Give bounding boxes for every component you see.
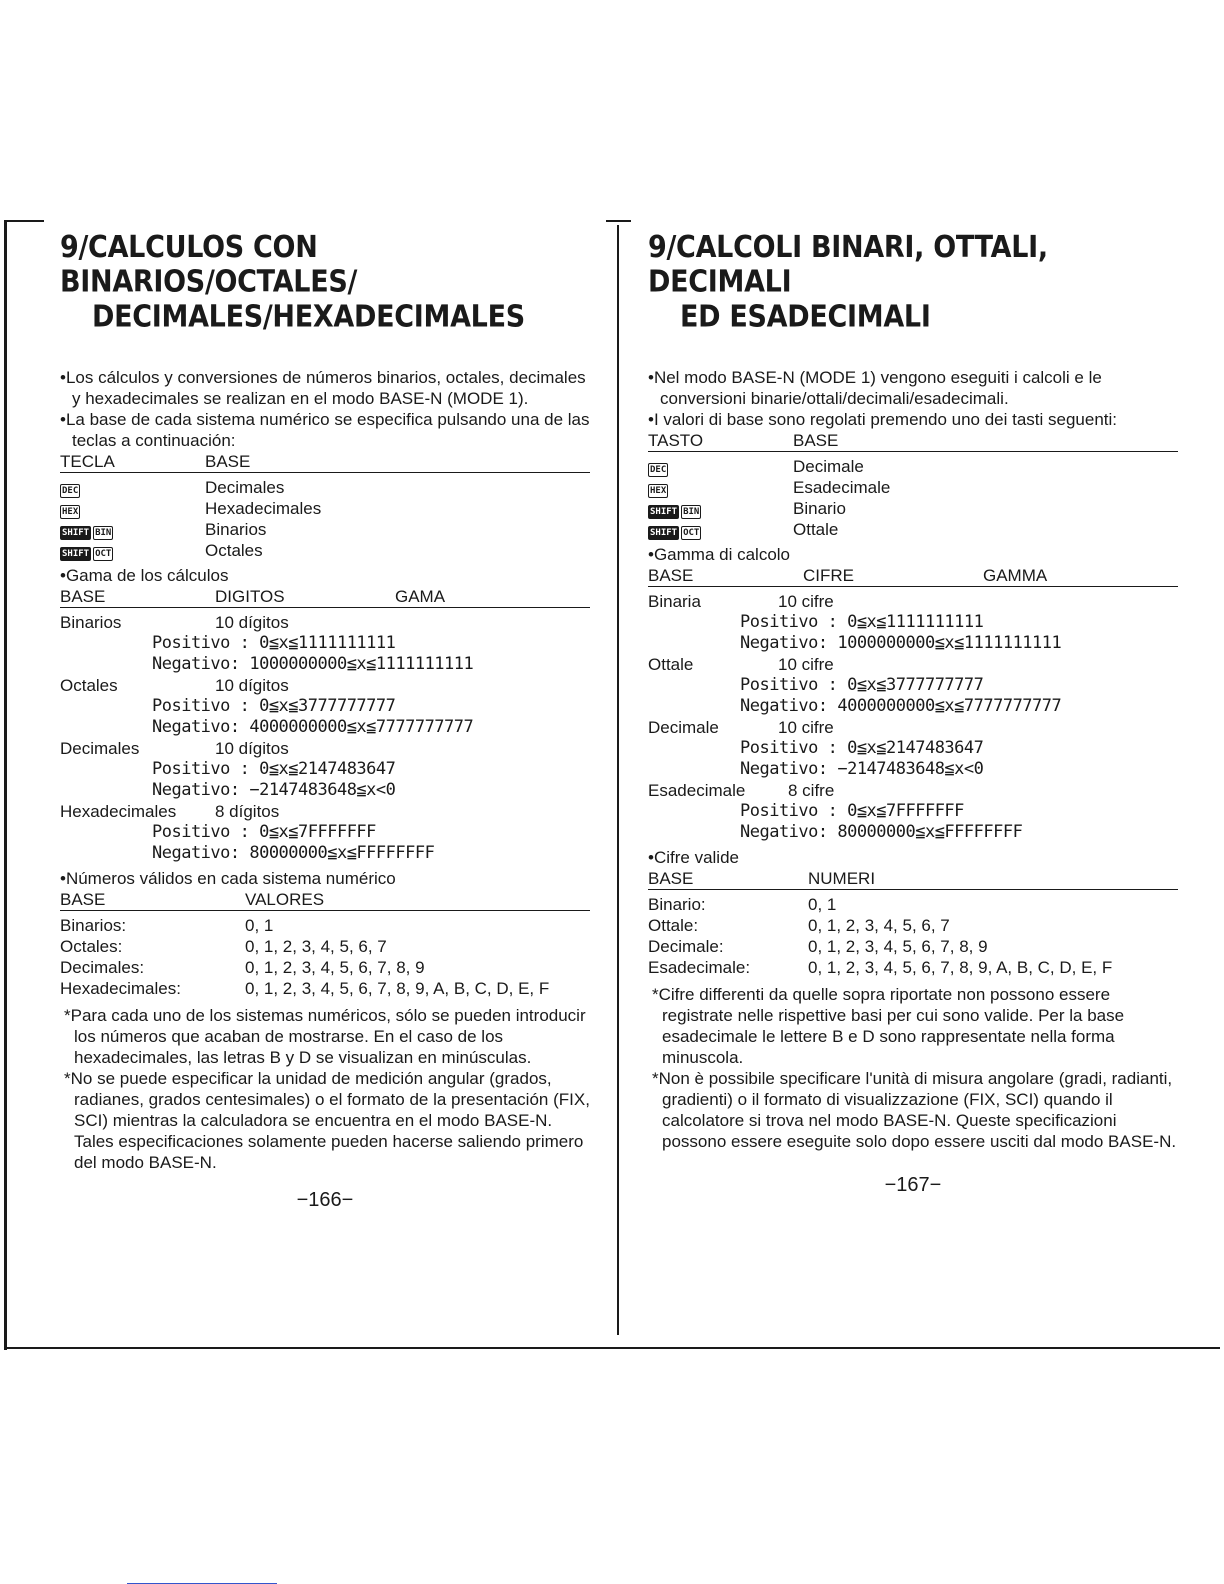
valid-table-header: BASE NUMERI bbox=[648, 868, 1178, 890]
valid-row: Esadecimale: 0, 1, 2, 3, 4, 5, 6, 7, 8, 9, A, B, C, D, E, F bbox=[648, 958, 1113, 977]
key-table-header: TECLA BASE bbox=[60, 451, 590, 473]
intro-bullet-1: •Los cálculos y conversiones de números binarios, octales, decimales y hexadecimales se realizan en el modo BASE-N (MODE 1). bbox=[60, 368, 586, 408]
range-row: Hexadecimales 8 dígitos Positivo : 0≦x≦7FFFFFFF Negativo: 80000000≦x≦FFFFFFFF bbox=[60, 802, 435, 863]
range-table-header: BASE CIFRE GAMMA bbox=[648, 565, 1178, 587]
center-binding-line bbox=[617, 225, 619, 1335]
shift-key-icon: SHIFT bbox=[62, 528, 90, 538]
intro-bullet-2: •I valori di base sono regolati premendo uno dei tasti seguenti: bbox=[648, 410, 1118, 429]
title-line-2: DECIMALES/HEXADECIMALES bbox=[92, 299, 525, 335]
valid-row: Ottale: 0, 1, 2, 3, 4, 5, 6, 7 bbox=[648, 916, 950, 935]
shift-key-icon: SHIFT bbox=[650, 507, 678, 517]
note-2: *Non è possibile specificare l'unità di misura angolare (gradi, radianti, gradienti) o il formato di visualizzazione (FIX, SCI) quando il calcolatore si trova nel modo BASE-N. Queste specificazioni possono essere eseguite solo dopo essere usciti dal modo BASE-N. bbox=[652, 1069, 1177, 1151]
note-2: *No se puede especificar la unidad de medición angular (grados, radianes, grados centesimales) o el formato de la presentación (FIX, SCI) mientras la calculadora se encuentra en el modo BASE-N. Tales especificaciones solamente pueden hacerse saliendo primero del modo BASE-N. bbox=[64, 1069, 590, 1172]
range-table-header: BASE DIGITOS GAMA bbox=[60, 586, 590, 608]
key-row-hex: HEX Hexadecimales bbox=[62, 499, 322, 518]
key-row-bin: SHIFT BIN Binario bbox=[650, 499, 846, 518]
intro-bullet-2: •La base de cada sistema numérico se especifica pulsando una de las teclas a continuación: bbox=[60, 410, 590, 450]
page-title bbox=[648, 230, 1178, 334]
valid-row: Octales: 0, 1, 2, 3, 4, 5, 6, 7 bbox=[60, 937, 387, 956]
shift-key-icon: SHIFT bbox=[62, 549, 90, 559]
key-table bbox=[648, 456, 1178, 540]
range-row: Ottale 10 cifre Positivo : 0≦x≦3777777777 Negativo: 4000000000≦x≦7777777777 bbox=[648, 655, 1062, 716]
bin-key-icon: BIN bbox=[683, 507, 700, 517]
range-table bbox=[60, 612, 590, 864]
top-left-tick bbox=[4, 220, 44, 222]
valid-title: •Cifre valide bbox=[648, 848, 739, 867]
oct-key-icon: OCT bbox=[683, 528, 700, 538]
range-row: Decimale 10 cifre Positivo : 0≦x≦2147483647 Negativo: −2147483648≦x<0 bbox=[648, 718, 984, 779]
left-binding-edge bbox=[4, 220, 7, 1350]
key-row-oct: SHIFT OCT Ottale bbox=[650, 520, 839, 539]
range-row: Binaria 10 cifre Positivo : 0≦x≦1111111111 Negativo: 1000000000≦x≦1111111111 bbox=[648, 592, 1062, 653]
left-page bbox=[60, 230, 590, 1212]
right-page bbox=[648, 230, 1178, 1197]
key-row-hex: HEX Esadecimale bbox=[650, 478, 891, 497]
range-table bbox=[648, 591, 1178, 843]
valid-table bbox=[648, 894, 1178, 978]
title-line-1: 9/CALCOLI BINARI, OTTALI, DECIMALI bbox=[648, 230, 1048, 300]
bin-key-icon: BIN bbox=[95, 528, 112, 538]
note-1: *Cifre differenti da quelle sopra riportate non possono essere registrate nelle rispettive basi per cui sono valide. Per la base esadecimale le lettere B e D sono rappresentate nella forma minuscola. bbox=[652, 985, 1125, 1067]
valid-table-header: BASE VALORES bbox=[60, 889, 590, 911]
oct-key-icon: OCT bbox=[95, 549, 112, 559]
range-title: •Gama de los cálculos bbox=[60, 566, 229, 585]
dec-key-icon: DEC bbox=[650, 465, 667, 475]
key-row-oct: SHIFT OCT Octales bbox=[62, 541, 263, 560]
key-row-dec: DEC Decimale bbox=[650, 457, 864, 476]
range-row: Octales 10 dígitos Positivo : 0≦x≦3777777777 Negativo: 4000000000≦x≦7777777777 bbox=[60, 676, 474, 737]
valid-row: Binarios: 0, 1 bbox=[60, 916, 274, 935]
top-center-tick bbox=[606, 220, 631, 222]
valid-row: Hexadecimales: 0, 1, 2, 3, 4, 5, 6, 7, 8, 9, A, B, C, D, E, F bbox=[60, 979, 550, 998]
page-number: −167− bbox=[884, 1174, 942, 1196]
key-row-dec: DEC Decimales bbox=[62, 478, 285, 497]
key-row-bin: SHIFT BIN Binarios bbox=[62, 520, 267, 539]
note-1: *Para cada uno de los sistemas numéricos, sólo se pueden introducir los números que acaban de mostrarse. En el caso de los hexadecimales, las letras B y D se visualizan en minúsculas. bbox=[64, 1006, 586, 1067]
bottom-rule bbox=[4, 1347, 1220, 1349]
valid-row: Decimales: 0, 1, 2, 3, 4, 5, 6, 7, 8, 9 bbox=[60, 958, 425, 977]
hex-key-icon: HEX bbox=[650, 486, 667, 496]
range-row: Binarios 10 dígitos Positivo : 0≦x≦1111111111 Negativo: 1000000000≦x≦1111111111 bbox=[60, 613, 474, 674]
valid-title: •Números válidos en cada sistema numérico bbox=[60, 869, 396, 888]
valid-table bbox=[60, 915, 590, 999]
intro-bullet-1: •Nel modo BASE-N (MODE 1) vengono eseguiti i calcoli e le conversioni binarie/ottali/decimali/esadecimali. bbox=[648, 368, 1102, 408]
range-row: Esadecimale 8 cifre Positivo : 0≦x≦7FFFFFFF Negativo: 80000000≦x≦FFFFFFFF bbox=[648, 781, 1023, 842]
page-title bbox=[60, 230, 590, 334]
title-line-2: ED ESADECIMALI bbox=[680, 299, 931, 335]
key-table-header: TASTO BASE bbox=[648, 430, 1178, 452]
title-line-1: 9/CALCULOS CON BINARIOS/OCTALES/ bbox=[60, 230, 358, 300]
key-table bbox=[60, 477, 590, 561]
valid-row: Decimale: 0, 1, 2, 3, 4, 5, 6, 7, 8, 9 bbox=[648, 937, 988, 956]
dec-key-icon: DEC bbox=[62, 486, 79, 496]
hex-key-icon: HEX bbox=[62, 507, 79, 517]
range-row: Decimales 10 dígitos Positivo : 0≦x≦2147483647 Negativo: −2147483648≦x<0 bbox=[60, 739, 396, 800]
page-number: −166− bbox=[296, 1189, 354, 1211]
valid-row: Binario: 0, 1 bbox=[648, 895, 837, 914]
shift-key-icon: SHIFT bbox=[650, 528, 678, 538]
range-title: •Gamma di calcolo bbox=[648, 545, 791, 564]
